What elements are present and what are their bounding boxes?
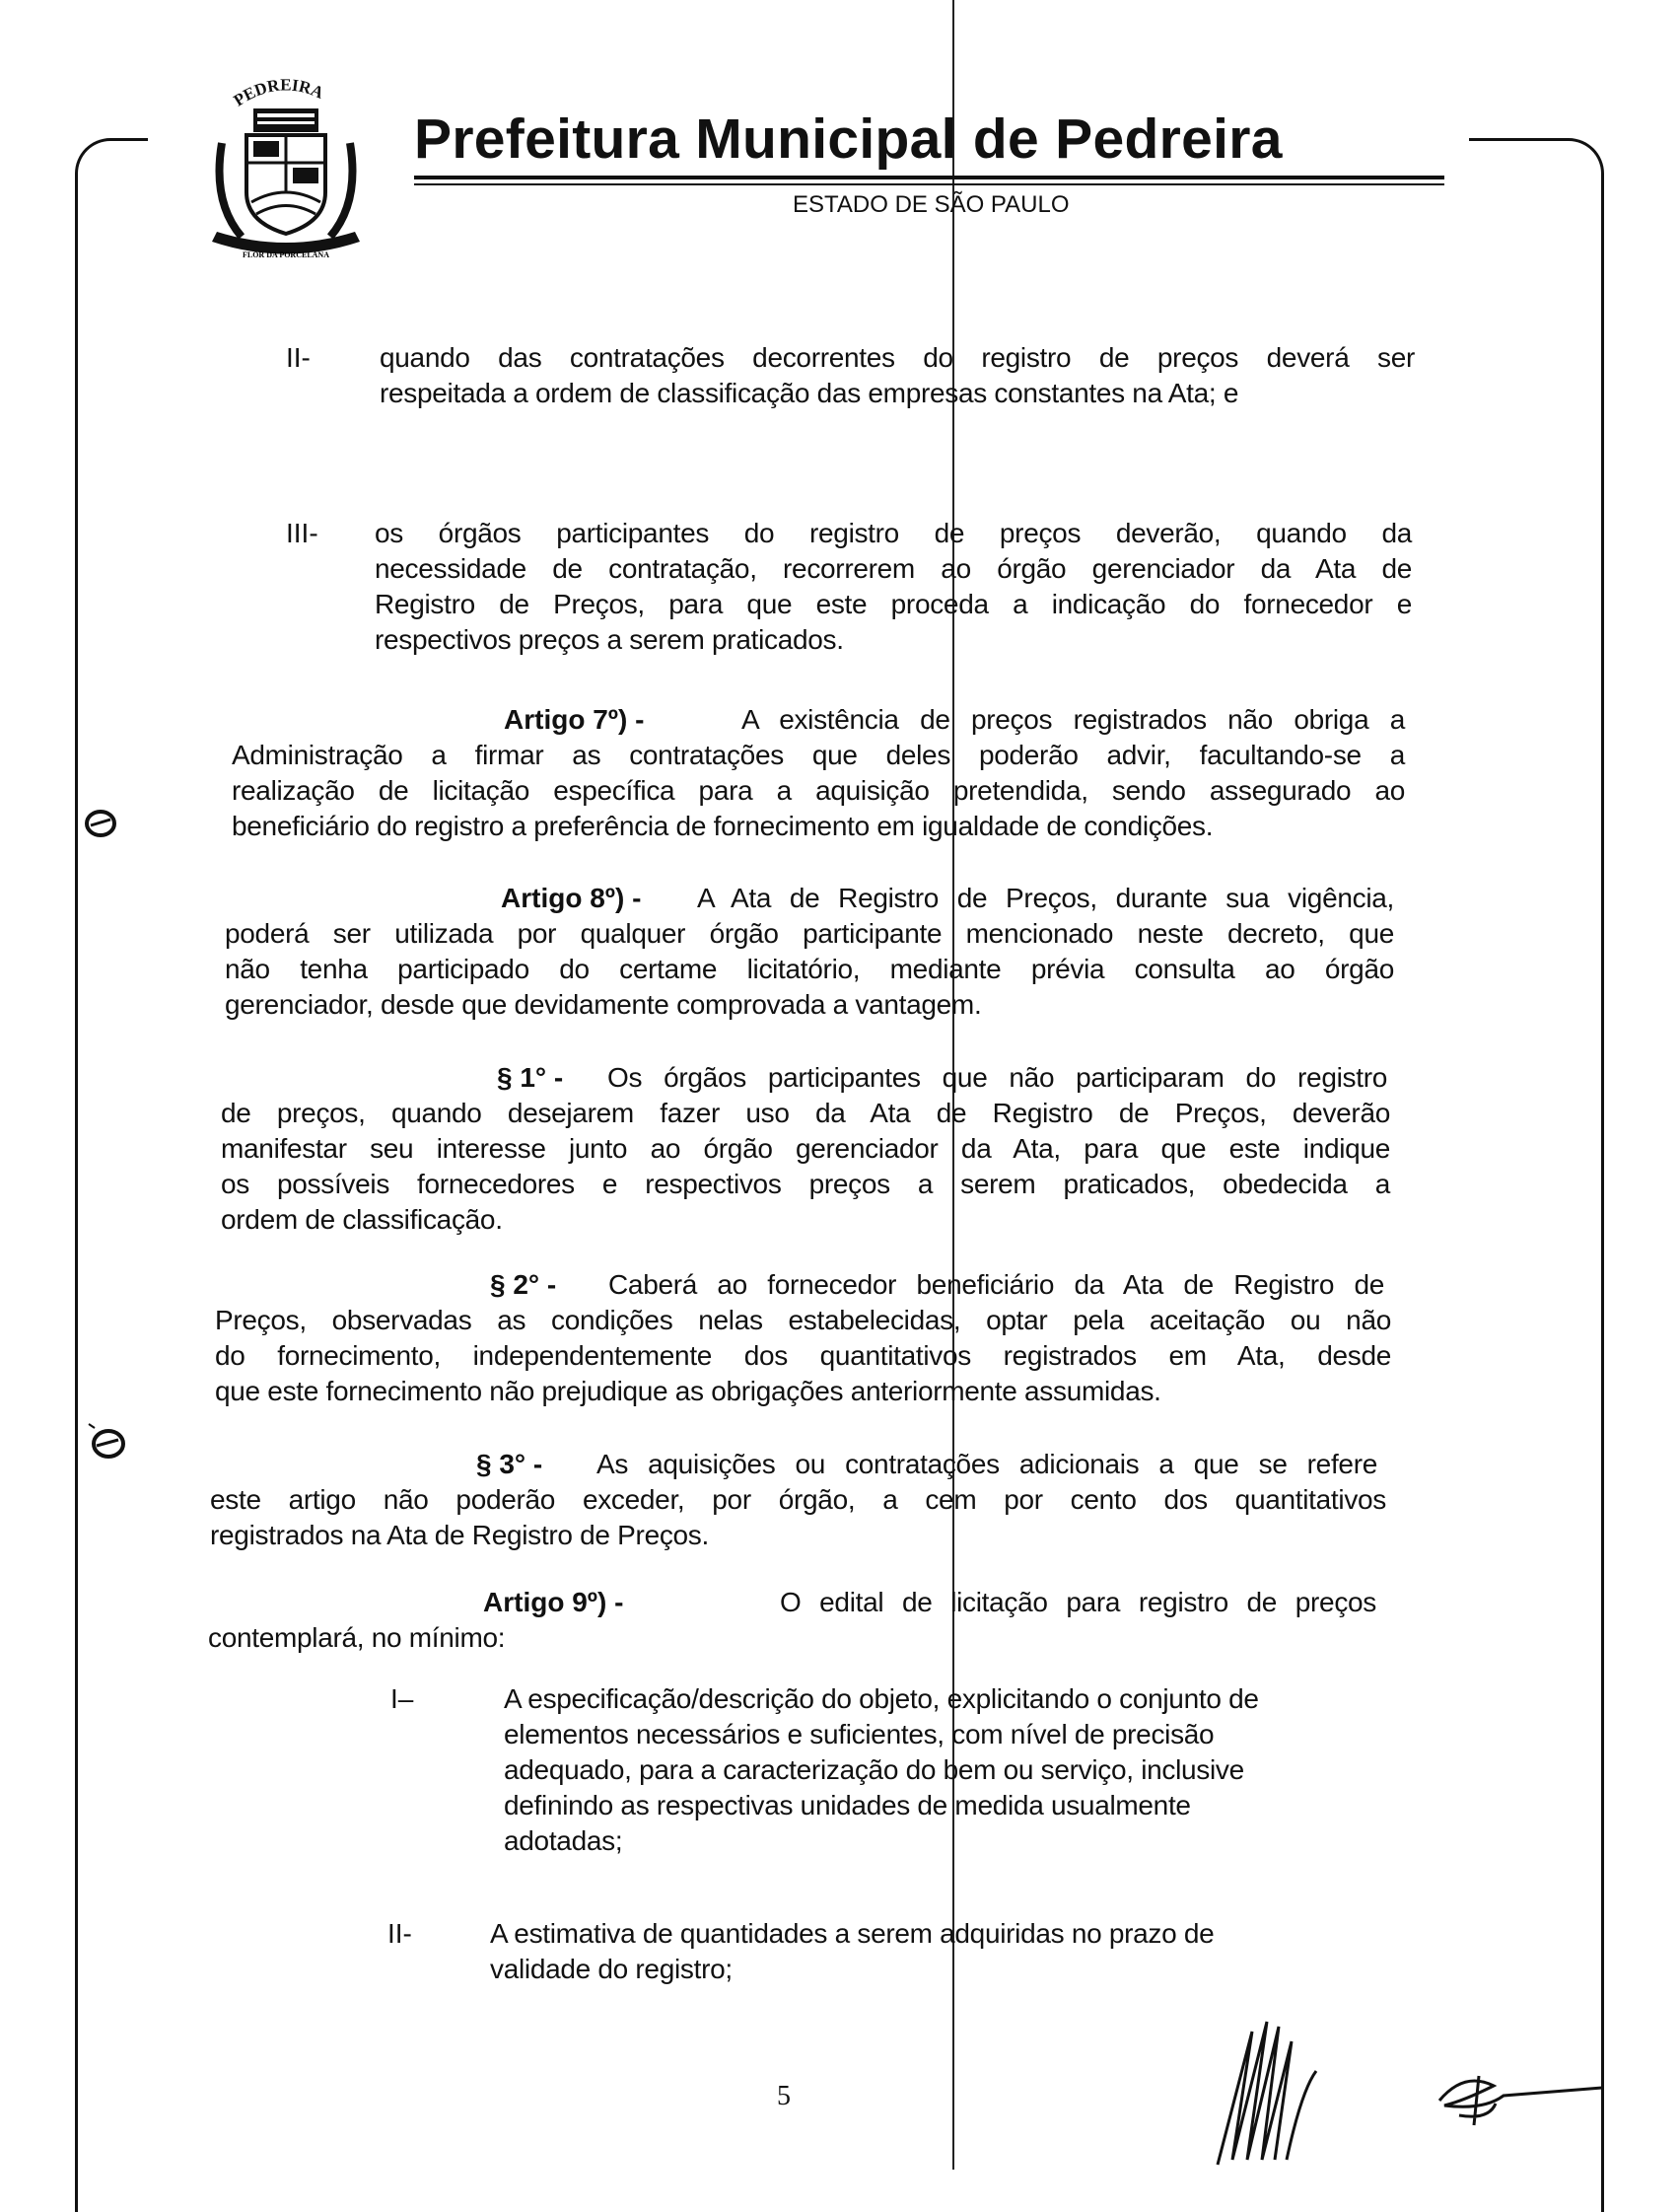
text-line: adotadas; — [504, 1825, 623, 1856]
text-line: Preços, observadas as condições nelas estabelecidas, optar pela aceitação ou não — [215, 1305, 1391, 1335]
text-line: de preços, quando desejarem fazer uso da Ata de Registro de Preços, deverão — [221, 1098, 1390, 1128]
text-line: Administração a firmar as contratações que deles poderão advir, facultando-se a — [232, 740, 1405, 770]
text-line: definindo as respectivas unidades de medida usualmente — [504, 1790, 1191, 1820]
text-line: validade do registro; — [490, 1954, 733, 1984]
municipal-coat-of-arms-logo — [202, 74, 370, 271]
title-rule-thin — [414, 183, 1444, 185]
text-line: os órgãos participantes do registro de preços deverão, quando da — [375, 518, 1412, 548]
paragraph-lines — [225, 916, 1394, 1023]
svg-text:FLOR DA PORCELANA: FLOR DA PORCELANA — [242, 250, 330, 259]
text-line: respeitada a ordem de classificação das empresas constantes na Ata; e — [380, 378, 1239, 408]
text-line: adequado, para a caracterização do bem ou serviço, inclusive — [504, 1754, 1244, 1785]
article-heading: § 3° - — [476, 1449, 543, 1479]
state-subtitle: ESTADO DE SÃO PAULO — [793, 191, 1070, 218]
text-line: este artigo não poderão exceder, por órgão, a cem por cento dos quantitativos — [210, 1484, 1386, 1515]
text-line: do fornecimento, independentemente dos quantitativos registrados em Ata, desde — [215, 1340, 1391, 1371]
text-line: respectivos preços a serem praticados. — [375, 624, 844, 655]
text-line: contemplará, no mínimo: — [208, 1622, 506, 1653]
text-line: Registro de Preços, para que este proceda a indicação do fornecedor e — [375, 589, 1412, 619]
text-line: que este fornecimento não prejudique as obrigações anteriormente assumidas. — [215, 1376, 1161, 1406]
page-number: 5 — [777, 2081, 791, 2111]
svg-text:PEDREIRA: PEDREIRA — [230, 75, 327, 110]
paragraph-lines — [232, 738, 1405, 844]
text-line: poderá ser utilizada por qualquer órgão participante mencionado neste decreto, que — [225, 918, 1394, 949]
text-line: elementos necessários e suficientes, com nível de precisão — [504, 1719, 1215, 1749]
rubric-signature — [1435, 2066, 1607, 2135]
paragraph-lines — [375, 516, 1412, 658]
paragraph-first-line: A Ata de Registro de Preços, durante sua vigência, — [697, 883, 1394, 913]
paragraph-lines — [490, 1916, 1377, 1987]
text-line: realização de licitação específica para a aquisição pretendida, sendo assegurado ao — [232, 775, 1405, 806]
paragraph-first-line: O edital de licitação para registro de preços — [780, 1587, 1376, 1617]
paragraph-first-line: A existência de preços registrados não obriga a — [741, 704, 1405, 735]
text-line: A especificação/descrição do objeto, explicitando o conjunto de — [504, 1683, 1259, 1714]
article-heading: § 1° - — [497, 1062, 564, 1093]
item-label: II- — [286, 342, 311, 373]
text-line: não tenha participado do certame licitatório, mediante prévia consulta ao órgão — [225, 954, 1394, 984]
article-heading: § 2° - — [490, 1269, 557, 1300]
margin-circle-mark — [83, 1418, 132, 1467]
text-line: gerenciador, desde que devidamente comprovada a vantagem. — [225, 989, 982, 1020]
text-line: os possíveis fornecedores e respectivos preços a serem praticados, obedecida a — [221, 1169, 1390, 1199]
item-label: III- — [286, 518, 318, 548]
paragraph-lines — [504, 1681, 1391, 1859]
text-line: beneficiário do registro a preferência de fornecimento em igualdade de condições. — [232, 811, 1214, 841]
article-heading: Artigo 9º) - — [483, 1587, 624, 1617]
margin-circle-mark — [81, 804, 120, 843]
paragraph-first-line: As aquisições ou contratações adicionais a que se refere — [596, 1449, 1377, 1479]
paragraph-first-line: Caberá ao fornecedor beneficiário da Ata de Registro de — [608, 1269, 1384, 1300]
paragraph-lines — [380, 340, 1415, 411]
article-heading: Artigo 8º) - — [501, 883, 642, 913]
page-title: Prefeitura Municipal de Pedreira — [414, 107, 1283, 171]
text-line: necessidade de contratação, recorrerem ao órgão gerenciador da Ata de — [375, 553, 1412, 584]
text-line: quando das contratações decorrentes do registro de preços deverá ser — [380, 342, 1415, 373]
paragraph-lines — [215, 1303, 1391, 1409]
text-line: A estimativa de quantidades a serem adquiridas no prazo de — [490, 1918, 1215, 1949]
item-label: II- — [387, 1918, 412, 1949]
handwritten-signature — [1208, 2012, 1395, 2170]
paragraph-lines — [210, 1482, 1386, 1553]
paragraph-lines — [221, 1096, 1390, 1238]
paragraph-first-line: Os órgãos participantes que não participaram do registro — [607, 1062, 1387, 1093]
item-label: I– — [390, 1683, 414, 1714]
text-line: registrados na Ata de Registro de Preços. — [210, 1520, 709, 1550]
article-heading: Artigo 7º) - — [504, 704, 645, 735]
text-line: ordem de classificação. — [221, 1204, 503, 1235]
text-line: manifestar seu interesse junto ao órgão gerenciador da Ata, para que este indique — [221, 1133, 1390, 1164]
title-rule — [414, 176, 1444, 179]
paragraph-lines — [208, 1620, 1381, 1656]
